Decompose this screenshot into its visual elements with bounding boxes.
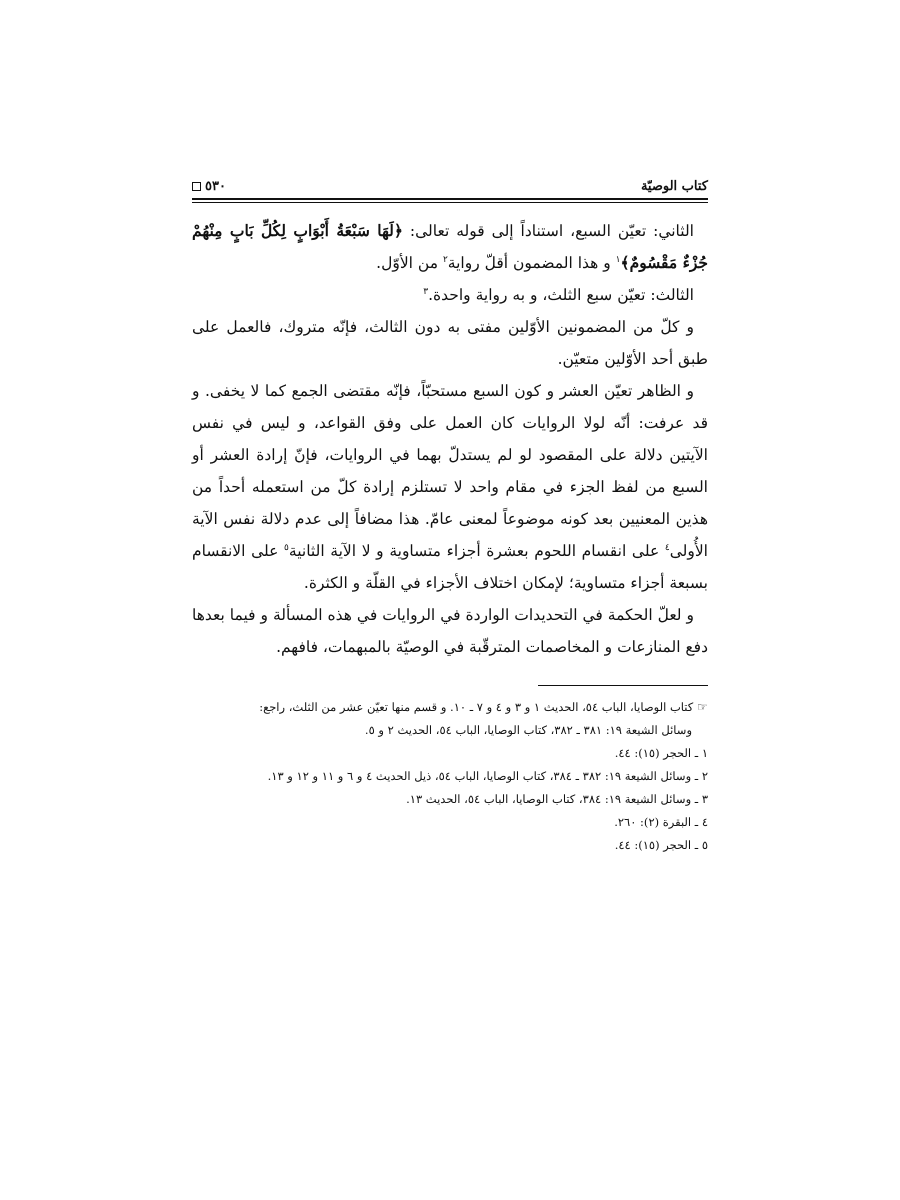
pointing-hand-icon: ☜ bbox=[697, 700, 708, 714]
footnote-star-continued: وسائل الشيعة ١٩: ٣٨١ ـ ٣٨٢، كتاب الوصايا، الباب ٥٤، الحديث ٢ و ٥. bbox=[364, 723, 692, 737]
quran-verse: ﴿لَهَا سَبْعَةُ أَبْوَابٍ لِكُلِّ بَابٍ مِنْهُمْ جُزْءٌ مَقْسُومٌ﴾ bbox=[192, 221, 708, 272]
footnote-separator bbox=[538, 685, 708, 686]
page-number: ٥٣٠ bbox=[205, 179, 226, 194]
book-page bbox=[192, 170, 708, 857]
header-rule-thin bbox=[192, 202, 708, 203]
footnote-4: ٤ ـ البقرة (٢): ٢٦٠. bbox=[614, 815, 708, 829]
footnote-ref: ١ bbox=[615, 254, 621, 265]
main-text bbox=[192, 215, 708, 663]
footnote-1: ١ ـ الحجر (١٥): ٤٤. bbox=[614, 746, 708, 760]
square-icon bbox=[192, 182, 201, 191]
paragraph-second-opinion: الثاني: تعيّن السبع، استناداً إلى قوله تعالى: ﴿لَهَا سَبْعَةُ أَبْوَابٍ لِكُلِّ بَابٍ مِنْهُمْ جُزْءٌ مَقْسُومٌ﴾$^١$ و هذا المضمون أقلّ رواية$^٢$ من الأوّل. bbox=[192, 221, 708, 272]
paragraph-wisdom: و لعلّ الحكمة في التحديدات الواردة في الروايات في هذه المسألة و فيما بعدها دفع المنازعات و المخاصمات المترقّبة في الوصيّة بالمبهمات، فافهم. bbox=[192, 606, 708, 656]
page-number-group bbox=[192, 179, 226, 194]
footnote-ref: ٤ bbox=[664, 542, 670, 553]
footnote-3: ٣ ـ وسائل الشيعة ١٩: ٣٨٤، كتاب الوصايا، الباب ٥٤، الحديث ١٣. bbox=[406, 792, 708, 806]
footnote-ref: ٥ bbox=[284, 542, 289, 553]
running-header bbox=[192, 170, 708, 198]
paragraph-ruling: و كلّ من المضمونين الأوّلين مفتى به دون الثالث، فإنّه متروك، فالعمل على طبق أحد الأوّلين متعيّن. bbox=[192, 318, 708, 368]
paragraph-third-opinion: الثالث: تعيّن سبع الثلث، و به رواية واحدة.$^٣$ bbox=[423, 286, 694, 304]
footnote-2: ٢ ـ وسائل الشيعة ١٩: ٣٨٢ ـ ٣٨٤، كتاب الوصايا، الباب ٥٤، ذيل الحديث ٤ و ٦ و ١١ و ١٢ و ١٣. bbox=[267, 769, 708, 783]
paragraph-analysis: و الظاهر تعيّن العشر و كون السبع مستحبّاً، فإنّه مقتضى الجمع كما لا يخفى. و قد عرفت: أنّه لولا الروايات كان العمل على وفق القواعد، و ليس في نفس الآيتين دلالة على المقصود لو لم يستدلّ بهما في الروايات، فإنّ إرادة العشر أو السبع من لفظ الجزء في مقام واحد لا تستلزم إرادة كلّ من استعمله أحداً من هذين المعنيين بعد كونه موضوعاً لمعنى عامّ. هذا مضافاً إلى عدم دلالة نفس الآية الأُولى$^٤$ على انقسام اللحوم بعشرة أجزاء متساوية و لا الآية الثانية$^٥$ على الانقسام بسبعة أجزاء متساوية؛ لإمكان اختلاف الأجزاء في القلّة و الكثرة. bbox=[192, 382, 708, 592]
footnotes bbox=[192, 696, 708, 857]
header-rule-thick bbox=[192, 198, 708, 200]
footnote-ref: ٢ bbox=[442, 254, 448, 265]
chapter-title: كتاب الوصيّة bbox=[640, 179, 708, 194]
footnote-5: ٥ ـ الحجر (١٥): ٤٤. bbox=[614, 838, 708, 852]
footnote-star: ☜كتاب الوصايا، الباب ٥٤، الحديث ١ و ٣ و ٤ و ٧ ـ ١٠. و قسم منها تعيّن عشر من الثلث، راجع: bbox=[192, 696, 708, 719]
footnote-ref: ٣ bbox=[423, 286, 429, 297]
